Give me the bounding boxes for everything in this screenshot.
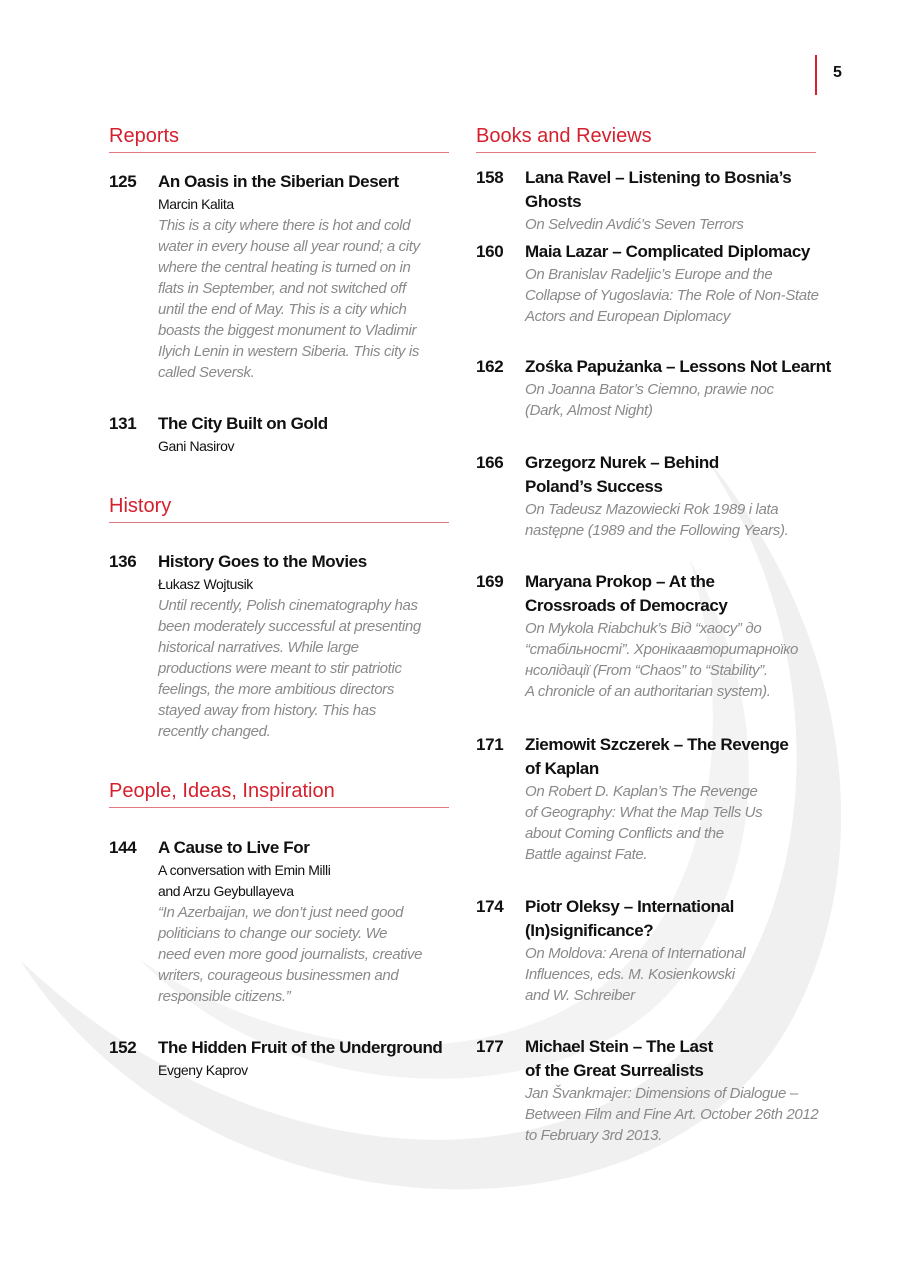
entry-description-line: następne (1989 and the Following Years).: [525, 522, 789, 539]
entry-title: [525, 240, 845, 264]
entry-title: [525, 733, 845, 781]
entry-page-number: 177: [476, 1037, 504, 1056]
entry-author-line: and Arzu Geybullayeva: [158, 883, 294, 899]
entry-description-line: Jan Švankmajer: Dimensions of Dialogue –: [525, 1085, 798, 1102]
entry-body: [158, 170, 478, 383]
entry-description: [158, 215, 478, 383]
entry-body: [525, 451, 845, 541]
entry-title: [158, 170, 478, 194]
entry-description-line: нсолідації (From “Chaos” to “Stability”.: [525, 662, 768, 679]
entry-page-number: 131: [109, 414, 137, 433]
entry-body: [525, 1035, 845, 1146]
entry-author: [158, 574, 478, 595]
entry-title-line: A Cause to Live For: [158, 838, 310, 857]
entry-description: [525, 499, 845, 541]
entry-body: [158, 550, 478, 742]
entry-title: [525, 166, 845, 214]
entry-description-line: boasts the biggest monument to Vladimir: [158, 322, 417, 339]
entry-description-line: and W. Schreiber: [525, 987, 635, 1004]
entry-description: [525, 264, 845, 327]
entry-title-line: History Goes to the Movies: [158, 552, 367, 571]
entry-author-line: Marcin Kalita: [158, 196, 234, 212]
entry-description-line: of Geography: What the Map Tells Us: [525, 804, 763, 821]
entry-body: [525, 166, 845, 235]
page-number: 5: [833, 64, 842, 81]
entry-page-number: 169: [476, 572, 504, 591]
entry-page-number: 174: [476, 897, 504, 916]
entry-body: [158, 836, 478, 1007]
section-divider: [109, 152, 449, 153]
entry-title-line: (In)significance?: [525, 921, 654, 940]
entry-title: [525, 355, 845, 379]
entry-description-line: politicians to change our society. We: [158, 925, 388, 942]
entry-description-line: been moderately successful at presenting: [158, 618, 421, 635]
entry-description-line: where the central heating is turned on in: [158, 259, 411, 276]
entry-title-line: Ziemowit Szczerek – The Revenge: [525, 735, 789, 754]
entry-description-line: On Moldova: Arena of International: [525, 945, 746, 962]
entry-description-line: recently changed.: [158, 723, 271, 740]
entry-title-line: Piotr Oleksy – International: [525, 897, 734, 916]
section-divider: [109, 807, 449, 808]
page-number-rule: [815, 55, 817, 95]
entry-body: [525, 570, 845, 702]
entry-description: [525, 214, 845, 235]
entry-body: [158, 1036, 478, 1081]
entry-page-number: 125: [109, 172, 137, 191]
entry-title-line: Grzegorz Nurek – Behind: [525, 453, 719, 472]
entry-description-line: called Seversk.: [158, 364, 255, 381]
entry-title-line: An Oasis in the Siberian Desert: [158, 172, 399, 191]
entry-title-line: Lana Ravel – Listening to Bosnia’s Ghosts: [525, 168, 792, 211]
section-divider: [476, 152, 816, 153]
entry-description-line: responsible citizens.”: [158, 988, 291, 1005]
entry-description-line: flats in September, and not switched off: [158, 280, 406, 297]
entry-description-line: Until recently, Polish cinematography has: [158, 597, 418, 614]
entry-body: [525, 733, 845, 865]
entry-description-line: about Coming Conflicts and the: [525, 825, 724, 842]
entry-author-line: Evgeny Kaprov: [158, 1062, 248, 1078]
entry-description-line: productions were meant to stir patriotic: [158, 660, 402, 677]
entry-description-line: Battle against Fate.: [525, 846, 648, 863]
entry-author: [158, 436, 478, 457]
entry-description: [158, 902, 478, 1007]
entry-title-line: Crossroads of Democracy: [525, 596, 728, 615]
entry-description-line: Actors and European Diplomacy: [525, 308, 730, 325]
entry-author: [158, 194, 478, 215]
entry-title-line: Michael Stein – The Last: [525, 1037, 713, 1056]
entry-description-line: water in every house all year round; a city: [158, 238, 420, 255]
section-heading: [476, 125, 652, 148]
entry-title: [525, 1035, 845, 1083]
entry-body: [525, 240, 845, 327]
entry-page-number: 171: [476, 735, 504, 754]
entry-title: [158, 550, 478, 574]
entry-description-line: historical narratives. While large: [158, 639, 359, 656]
entry-title: [158, 1036, 478, 1060]
entry-author-line: A conversation with Emin Milli: [158, 862, 331, 878]
entry-description-line: On Selvedin Avdić’s Seven Terrors: [525, 216, 744, 233]
entry-description-line: This is a city where there is hot and cold: [158, 217, 411, 234]
section-title: Books and Reviews: [476, 125, 652, 147]
entry-description-line: Between Film and Fine Art. October 26th 2012: [525, 1106, 819, 1123]
entry-description-line: feelings, the more ambitious directors: [158, 681, 394, 698]
entry-description: [525, 1083, 845, 1146]
entry-description-line: need even more good journalists, creative: [158, 946, 423, 963]
entry-page-number: 160: [476, 242, 504, 261]
section-title: History: [109, 495, 172, 517]
entry-body: [525, 355, 845, 421]
entry-page-number: 158: [476, 168, 504, 187]
entry-description: [525, 943, 845, 1006]
entry-title-line: The City Built on Gold: [158, 414, 328, 433]
entry-description-line: On Branislav Radeljic’s Europe and the: [525, 266, 773, 283]
entry-description: [158, 595, 478, 742]
entry-title-line: of the Great Surrealists: [525, 1061, 704, 1080]
entry-page-number: 152: [109, 1038, 137, 1057]
section-heading: [109, 780, 335, 803]
entry-title: [158, 836, 478, 860]
entry-description: [525, 618, 845, 702]
entry-description-line: On Tadeusz Mazowiecki Rok 1989 i lata: [525, 501, 779, 518]
entry-title-line: Poland’s Success: [525, 477, 663, 496]
entry-title-line: The Hidden Fruit of the Underground: [158, 1038, 443, 1057]
entry-description-line: On Joanna Bator’s Ciemno, prawie noc: [525, 381, 774, 398]
entry-page-number: 166: [476, 453, 504, 472]
entry-description-line: On Mykola Riabchuk’s Від “хаосу” до: [525, 620, 762, 637]
entry-description: [525, 781, 845, 865]
entry-title-line: Maia Lazar – Complicated Diplomacy: [525, 242, 810, 261]
entry-description-line: writers, courageous businessmen and: [158, 967, 399, 984]
entry-description-line: “стабільності”. Хронікаавторитарноїко: [525, 641, 799, 658]
entry-description-line: to February 3rd 2013.: [525, 1127, 662, 1144]
entry-title-line: Zośka Papużanka – Lessons Not Learnt: [525, 357, 831, 376]
entry-title: [525, 451, 845, 499]
entry-title: [525, 570, 845, 618]
section-title: People, Ideas, Inspiration: [109, 780, 335, 802]
entry-description-line: stayed away from history. This has: [158, 702, 376, 719]
entry-author-line: Gani Nasirov: [158, 438, 235, 454]
entry-page-number: 136: [109, 552, 137, 571]
entry-description-line: Ilyich Lenin in western Siberia. This city is: [158, 343, 420, 360]
entry-description-line: “In Azerbaijan, we don’t just need good: [158, 904, 404, 921]
entry-author: [158, 1060, 478, 1081]
entry-title: [525, 895, 845, 943]
entry-body: [525, 895, 845, 1006]
entry-page-number: 162: [476, 357, 504, 376]
entry-description-line: Influences, eds. M. Kosienkowski: [525, 966, 735, 983]
entry-body: [158, 412, 478, 457]
entry-description-line: (Dark, Almost Night): [525, 402, 653, 419]
entry-description-line: Collapse of Yugoslavia: The Role of Non-State: [525, 287, 819, 304]
entry-title: [158, 412, 478, 436]
entry-description-line: A chronicle of an authoritarian system).: [525, 683, 771, 700]
entry-description-line: On Robert D. Kaplan’s The Revenge: [525, 783, 758, 800]
entry-title-line: Maryana Prokop – At the: [525, 572, 715, 591]
section-title: Reports: [109, 125, 180, 147]
entry-author-line: Łukasz Wojtusik: [158, 576, 253, 592]
entry-description: [525, 379, 845, 421]
entry-description-line: until the end of May. This is a city which: [158, 301, 407, 318]
entry-page-number: 144: [109, 838, 137, 857]
section-heading: [109, 495, 171, 518]
section-divider: [109, 522, 449, 523]
entry-author: [158, 860, 478, 902]
entry-title-line: of Kaplan: [525, 759, 599, 778]
section-heading: [109, 125, 179, 148]
